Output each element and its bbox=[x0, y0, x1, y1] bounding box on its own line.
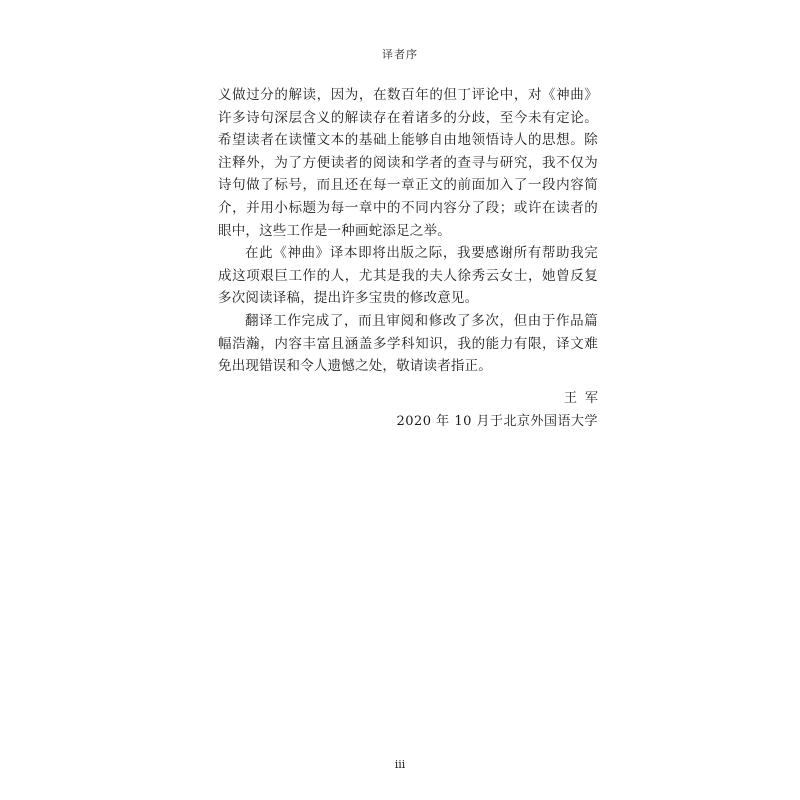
body-text bbox=[218, 84, 598, 378]
running-head: 译者序 bbox=[382, 48, 418, 61]
paragraph-continued: 义做过分的解读，因为，在数百年的但丁评论中，对《神曲》许多诗句深层含义的解读存在着诸多的分歧，至今未有定论。希望读者在读懂文本的基础上能够自由地领悟诗人的思想。除注释外，为了方便读者的阅读和学者的查寻与研究，我不仅为诗句做了标号，而且还在每一章正文的前面加入了一段内容简介，并用小标题为每一章中的不同内容分了段；或许在读者的眼中，这些工作是一种画蛇添足之举。 bbox=[218, 87, 598, 239]
signature-date-place: 2020 年 10 月于北京外国语大学 bbox=[396, 414, 598, 429]
translator-name: 王军 bbox=[563, 391, 606, 406]
paragraph-closing: 翻译工作完成了，而且审阅和修改了多次，但由于作品篇幅浩瀚，内容丰富且涵盖多学科知识，我的能力有限，译文难免出现错误和令人遗憾之处，敬请读者指正。 bbox=[218, 312, 598, 375]
paragraph-acknowledgement: 在此《神曲》译本即将出版之际，我要感谢所有帮助我完成这项艰巨工作的人，尤其是我的夫人徐秀云女士，她曾反复多次阅读译稿，提出许多宝贵的修改意见。 bbox=[218, 245, 598, 307]
page-number: iii bbox=[394, 758, 406, 771]
